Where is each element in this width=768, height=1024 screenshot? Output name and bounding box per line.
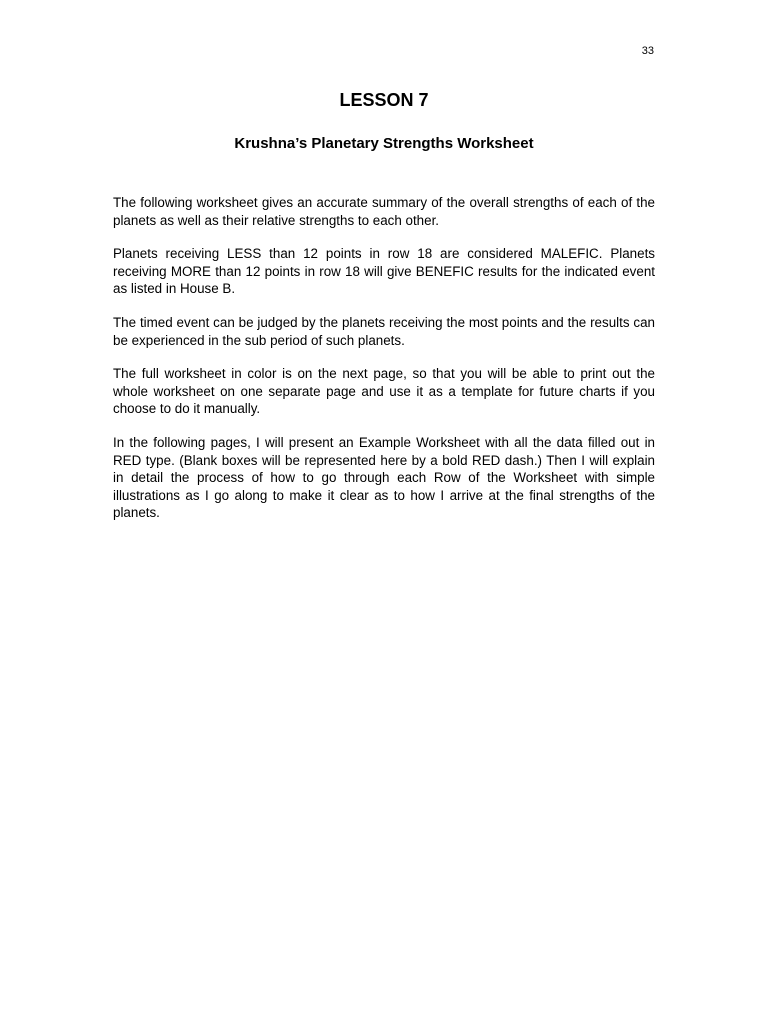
body-text	[113, 194, 655, 538]
paragraph-full-worksheet: The full worksheet in color is on the next page, so that you will be able to print out the whole worksheet on one separate page and use it as a template for future charts if you choose to do it manually.	[113, 366, 655, 417]
paragraph-malefic-benefic: Planets receiving LESS than 12 points in row 18 are considered MALEFIC. Planets receiving MORE than 12 points in row 18 will give BENEFIC results for the indicated event as listed in House B.	[113, 246, 655, 297]
worksheet-subtitle: Krushna’s Planetary Strengths Worksheet	[234, 135, 534, 152]
paragraph-example-worksheet: In the following pages, I will present an Example Worksheet with all the data filled out in RED type. (Blank boxes will be represented here by a bold RED dash.) Then I will explain in detail the process of how to go through each Row of the Worksheet with simple illustrations as I go along to make it clear as to how I arrive at the final strengths of the planets.	[113, 434, 655, 521]
paragraph-summary: The following worksheet gives an accurate summary of the overall strengths of each of the planets as well as their relative strengths to each other.	[113, 195, 655, 228]
page-number: 33	[641, 45, 654, 57]
paragraph-timed-event: The timed event can be judged by the planets receiving the most points and the results can be experienced in the sub period of such planets.	[113, 314, 655, 348]
lesson-title: LESSON 7	[339, 90, 429, 110]
